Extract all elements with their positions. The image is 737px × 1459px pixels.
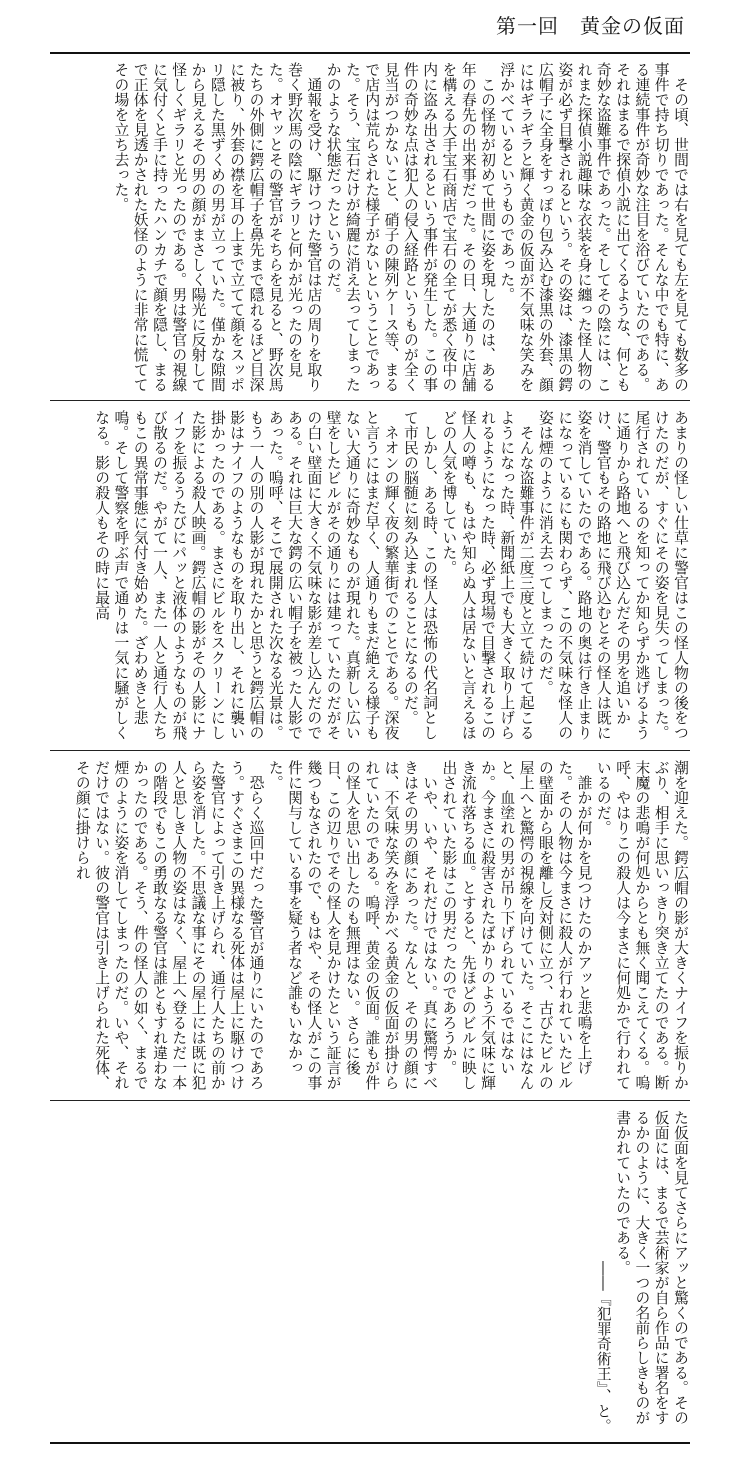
closing-signature: ――『犯罪奇術王』、と。 [594, 1261, 612, 1434]
text-tier-3 [50, 760, 690, 1090]
paragraph: いや、いや、それだけではない。真に驚愕すべきはその男の顔にあった。なんと、その男の顔には、不気味な笑みを浮かべる黄金の仮面が掛けられていたのである。嗚呼、黄金の仮面。誰もが件の怪人を思い出したのも無理はない。さらに後日、この辺りでその怪人を見かけたという証言が幾つもなされたので、もはや、その怪人がこの事件に関与している事を疑う者など誰もいなかった。 [266, 760, 439, 1090]
tier-divider-1 [50, 400, 690, 401]
paragraph-continuation: 潮を迎えた。鍔広帽の影が大きくナイフを振りかぶり、相手に思いっきり突き立てたのである。断末魔の悲鳴が何処からとも無く聞こえてくる。嗚呼、やはりこの殺人は今まさに何処かで行われているのだ。 [594, 760, 689, 1090]
paragraph: そんな盗難事件が二度三度と立て続けて起こるようになった時、新聞紙上でも大きく取り上げられるようになった時、必ず現場で目撃されるこの怪人の噂も、もはや知らぬ人は居ないと言えるほどの人気を博していた。 [440, 410, 535, 740]
text-tier-4 [50, 1110, 690, 1434]
text-tier-2 [50, 410, 690, 740]
paragraph: しかし、ある時、この怪人は恐怖の代名詞として市民の脳髄に刻み込まれることになるのだ。 [401, 410, 439, 740]
tier-divider-3 [50, 1100, 690, 1101]
tier-divider-2 [50, 750, 690, 751]
paragraph-continuation: あまりの怪しい仕草に警官はこの怪人物の後をつけたのだが、すぐにその姿を見失ってしまった。尾行されているのを知ってか知らずか逃げるように通りから路地へと飛び込んだその男を追いかけ、警官もその路地に飛び込むとその怪人は既に姿を消していたのである。路地の奥は行き止まりになっているにも関わらず、この不気味な怪人の姿は煙のように消え去ってしまったのだ。 [536, 410, 689, 740]
bottom-rule [50, 1442, 690, 1444]
chapter-title: 第一回 黄金の仮面 [496, 14, 685, 38]
paragraph: この怪物が初めて世間に姿を現したのは、ある年の春先の出来事だった。その日、大通りに店舗を構える大手宝石商店で宝石の全てが悉く夜中の内に盗み出されるという事件が発生した。この事件の奇妙な点は犯人の侵入経路というものが全く見当がつかないこと、硝子の陳列ケース等、まるで店内は荒らされた様子がないということであった。そう、宝石だけが綺麗に消え去ってしまったかのような状態だったというのだ。 [324, 62, 497, 392]
top-rule [50, 52, 690, 54]
paragraph: その頃、世間では右を見ても左を見ても数多の事件で持ち切りであった。そんな中でも特に、ある連続事件が奇妙な注目を浴びていたのである。それはまるで探偵小説に出てくるような、何とも奇妙な盗難事件であった。そしてその陰には、これまた探偵小説趣味な衣装を身に纏った怪人物の姿が必ず目撃されるという。その姿は、漆黒の鍔広帽子に全身をすっぽり包み込む漆黒の外套、顔にはギラギラと輝く黄金の仮面が不気味な笑みを浮かべているというものであった。 [498, 62, 689, 392]
paragraph: 通報を受け、駆けつけた警官は店の周りを取り巻く野次馬の陰にギラリと何かが光ったのを見た。オヤッとその警官がそちらを見ると、野次馬たちの外側に鍔広帽子を鼻先まで隠れるほど目深に被り、外套の襟を耳の上まで立てて顔をスッポリ隠した黒ずくめの男が立っていた。僅かな隙間から見えるその男の顔がまさしく陽光に反射して怪しくギラリと光ったのである。男は警官の視線に気付くと手に持ったハンカチで顔を隠し、まるで正体を見透かされた妖怪のように非常に慌ててその場を立ち去った。 [112, 62, 323, 392]
paragraph: 誰かが何かを見つけたのかアッと悲鳴を上げた。その人物は今まさに殺人が行われていたビルの壁面から眼を離し反対側に立つ、古びたビルの屋上へと驚愕の視線を向けていた。そこにはなんと、血塗れの男が吊り下げられているではないか。今まさに殺害されたばかりのよう不気味に輝き流れ落ちる血。とすると、先ほどのビルに映し出されていた影はこの男だったのであろうか。 [440, 760, 593, 1090]
paragraph: 恐らく巡回中だった警官が通りにいたのであろう。すぐさまこの異様なる死体は屋上に駆けつけた警官によって引き上げられ、通行人たちの前から姿を消した。不思議な事にその屋上には既に犯人と思しき人物の姿はなく、屋上へ登るただ一本の階段でもこの勇敢なる警官は誰ともすれ違わなかったのである。そう、件の怪人の如く、まるで煙のように姿を消してしまったのだ。いや、それだけではない。彼の警官は引き上げられた死体、その顔に掛けられ [73, 760, 265, 1090]
paragraph-continuation: た仮面を見てさらにアッと驚くのである。その仮面には、まるで芸術家が自ら作品に署名をするかのように、大きく一つの名前らしきものが書かれていたのである。 [614, 1110, 689, 1425]
text-tier-1 [50, 62, 690, 392]
paragraph: ネオンの輝く夜の繁華街でのことである。深夜と言うにはまだ早く、人通りもまだ絶える様子もない大通りに奇妙なものが現れた。真新しい広い壁をしたビルがその通りには建っていたのだがその白い壁面に大きく不気味な影が差し込んだのである。それは巨大な鍔の広い帽子を被った人影であった。嗚呼、そこで展開された次なる光景は。もう一人の別の人影が現れたかと思うと鍔広帽の影はナイフのようなものを取り出し、それに襲い掛かったのである。まさにビルをスクリーンにした影による殺人映画。鍔広帽の影がその人影にナイフを振るうたびにパッと液体のようなものが飛び散るのだ。やがて一人、また一人と通行人たちもこの異常事態に気付き始めた。ざわめきと悲鳴。そして警察を呼ぶ声で通りは一気に騒がしくなる。影の殺人もその時に最高 [93, 410, 400, 740]
